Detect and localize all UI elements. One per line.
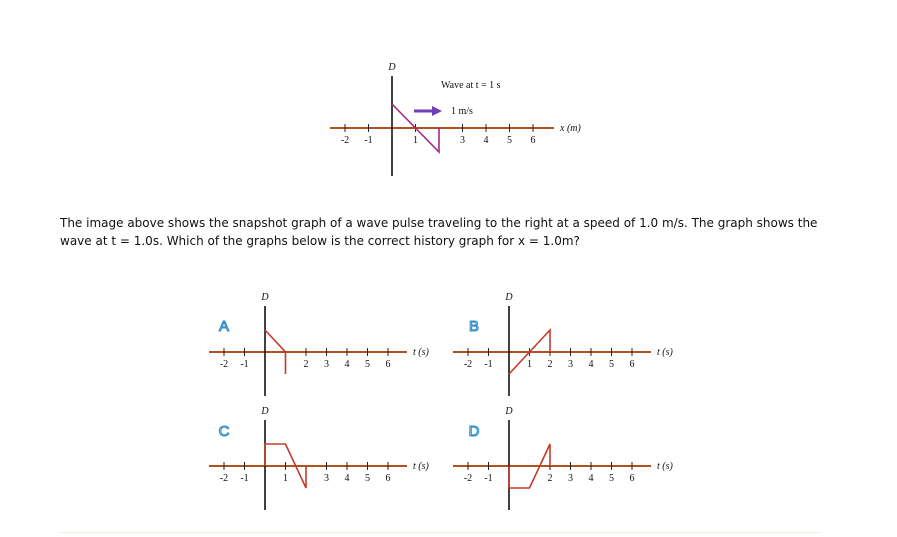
snapshot-tick-label: 5	[507, 135, 512, 146]
option-a-vertical-axis-label: D	[261, 292, 269, 303]
snapshot-tick-label: 1	[413, 135, 418, 146]
option-c-tick-label: 3	[324, 473, 329, 484]
option-b-horizontal-axis-label: t (s)	[657, 347, 673, 358]
option-c-tick-label: -2	[219, 473, 229, 484]
option-b-tick-label: 4	[588, 359, 594, 370]
option-c-tick-label: 6	[385, 473, 391, 484]
option-b-graph	[453, 292, 674, 396]
snapshot-tick-label: 6	[530, 135, 536, 146]
option-d-tick-label: 5	[609, 473, 614, 484]
snapshot-tick-label: -2	[340, 135, 350, 146]
option-b-tick-label: -2	[463, 359, 473, 370]
snapshot-caption: Wave at t = 1 s	[441, 80, 501, 91]
option-b-letter: B	[468, 318, 480, 335]
option-a-tick-label: -2	[219, 359, 229, 370]
option-c-tick-label: 5	[365, 473, 370, 484]
option-c-tick-label: 4	[344, 473, 350, 484]
bottom-divider	[60, 532, 820, 533]
option-a-graph	[209, 292, 430, 396]
velocity-arrow-head	[432, 106, 442, 116]
option-c-letter: C	[218, 423, 230, 440]
option-a-tick-label: 6	[385, 359, 391, 370]
option-a-letter: A	[218, 318, 230, 335]
option-b-vertical-axis-label: D	[505, 292, 513, 303]
option-a-tick-label: 2	[303, 359, 309, 370]
option-b-tick-label: 2	[547, 359, 553, 370]
option-d-graph	[453, 406, 674, 510]
option-b-tick-label: 5	[609, 359, 614, 370]
option-b-tick-label: 1	[527, 359, 532, 370]
option-b-tick-label: 6	[629, 359, 635, 370]
snapshot-vertical-axis-label: D	[388, 62, 396, 73]
option-b-tick-label: 3	[568, 359, 573, 370]
snapshot-tick-label: 3	[460, 135, 465, 146]
option-a-tick-label: 4	[344, 359, 350, 370]
question-text: The image above shows the snapshot graph of a wave pulse traveling to the right at a speed of 1.0 m/s. The graph shows the wave at t = 1.0s. Which of the graphs below is the correct history graph for x = 1.0m?	[60, 216, 818, 248]
option-b-tick-label: -1	[484, 359, 493, 370]
option-d-letter: D	[468, 423, 480, 440]
option-c-graph	[209, 406, 430, 510]
snapshot-horizontal-axis-label: x (m)	[560, 123, 581, 134]
snapshot-tick-label: -1	[364, 135, 373, 146]
snapshot-tick-label: 4	[483, 135, 489, 146]
option-d-tick-label: 2	[547, 473, 553, 484]
option-d-vertical-axis-label: D	[505, 406, 513, 417]
option-d-tick-label: 4	[588, 473, 594, 484]
speed-label: 1 m/s	[451, 106, 473, 117]
option-d-tick-label: -2	[463, 473, 473, 484]
option-a-tick-label: 3	[324, 359, 329, 370]
option-a-horizontal-axis-label: t (s)	[413, 347, 429, 358]
option-c-tick-label: 1	[283, 473, 288, 484]
option-d-tick-label: 6	[629, 473, 635, 484]
option-d-horizontal-axis-label: t (s)	[657, 461, 673, 472]
option-d-tick-label: 3	[568, 473, 573, 484]
option-d-tick-label: -1	[484, 473, 493, 484]
option-a-tick-label: -1	[240, 359, 249, 370]
option-c-vertical-axis-label: D	[261, 406, 269, 417]
option-a-tick-label: 5	[365, 359, 370, 370]
option-c-horizontal-axis-label: t (s)	[413, 461, 429, 472]
option-c-tick-label: -1	[240, 473, 249, 484]
